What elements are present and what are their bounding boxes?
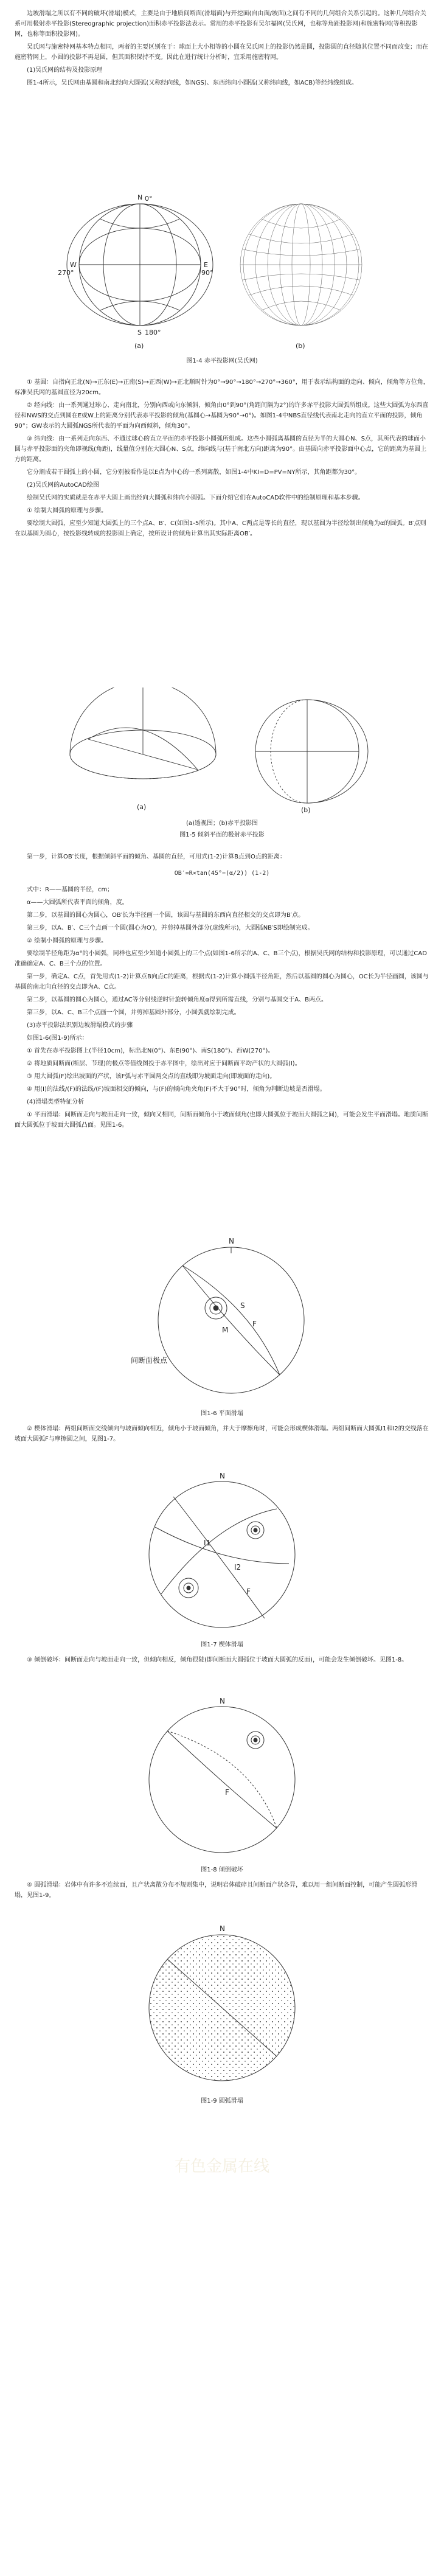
stereo-step: ② 将地质间断面(断层、节理)的极点等值线图投于赤平图中，绘出对应于间断面平均产状的大圆弧(I)。 bbox=[27, 1060, 301, 1067]
eq-explain: 要绘制半径角距为α°的小圆弧，同样也应至少知道小圆弧上的三个点(如图1-6所示的A、C、B三个点)，根据吴氏网的结构和投影原理，可以通过CAD准确确定A、C、B三个点的位置。 bbox=[15, 950, 427, 967]
s-label: S bbox=[240, 1301, 245, 1310]
intro-text bbox=[15, 9, 429, 91]
topple-text-block bbox=[15, 1655, 429, 1668]
plane-failure-graphic bbox=[125, 1235, 319, 1405]
north-label: N bbox=[220, 1697, 225, 1705]
eq-explain: 第三步，以A、C、B三个点画一个圆，并剪掉基圆外部分，小圆弧就绘制完成。 bbox=[27, 1009, 240, 1016]
wulff-net-graphic bbox=[58, 189, 386, 353]
item-meridian: ② 经向线：由一系列通过球心、走向南北，分别向西或向东倾斜，倾角由0°到90°(角距间隔为2°)的许多赤平投影大圆弧所组成。这些大圆弧为东西直径和NWS的交点到圆在E或W上的距离分别代表赤平投影的倾角(基圆心→基圆为90°→0°)。如图1-4中NBS直径线代表南北走向的直立平面的投影，倾角90°；GW表示的大圆弧NGS所代表的平面为向西倾斜，倾角30°。 bbox=[15, 402, 429, 430]
circular-failure-graphic bbox=[125, 1923, 319, 2093]
f-label: F bbox=[246, 1587, 251, 1596]
topple-failure-text: ③ 倾倒破坏：间断面走向与坡面走向一致，但倾向相反，倾角很陡(即间断面大圆弧位于坡面大圆弧的反面)，可能会发生倾倒破坏。见图1-8。 bbox=[27, 1657, 408, 1663]
pole-label: 间断面极点 bbox=[131, 1356, 168, 1365]
first-step: 第一步，计算OB′长度，根据倾斜平面的倾角、基圆的直径，可用式(1-2)计算B点到O点的距离： bbox=[27, 854, 286, 860]
equation-1-2: OB′=R×tan(45°−(α/2)) (1-2) bbox=[174, 870, 270, 877]
figure-caption: 图1-8 倾倒破坏 bbox=[201, 1867, 243, 1873]
deg180-label: 180° bbox=[145, 329, 161, 336]
subfig-a-label: (a) bbox=[137, 803, 147, 811]
east-label: E bbox=[204, 261, 208, 269]
section-heading: (1)吴氏网的结构及投影原理 bbox=[27, 67, 103, 74]
deg0-label: 0° bbox=[145, 195, 153, 203]
wedge-failure-text: ② 楔体滑塌：两组间断面交线倾向与坡面倾向相近，倾角小于坡面倾角，并大于摩擦角时，可能会形成楔体滑塌。两组间断面大圆弧I1和I2的交线落在坡面大圆弧F与摩擦圆之间，见图1-7。 bbox=[15, 1426, 429, 1443]
eq-explain: 式中：R——基圆的半径，cm； bbox=[27, 886, 114, 893]
figure-caption: 图1-7 楔体滑塌 bbox=[201, 1641, 243, 1648]
autocad-intro: 绘制吴氏网的实质就是在赤平大圆上画出经向大圆弧和纬向小圆弧。下面介绍它们在AutoCAD软件中的绘制原理和基本步骤。 bbox=[27, 495, 364, 501]
step-title: ① 绘制大圆弧的原理与步骤。 bbox=[27, 507, 108, 514]
figure-1-8 bbox=[0, 1697, 444, 1873]
stereographic-projection-graphic bbox=[52, 688, 392, 815]
south-label: S bbox=[137, 329, 142, 336]
deg270-label: 270° bbox=[58, 269, 74, 277]
wedge-failure-graphic bbox=[125, 1472, 319, 1637]
stereo-step: ① 首先在赤平投影图上(半径10cm)，标出北N(0°)、东E(90°)、南S(180°)、西W(270°)。 bbox=[27, 1048, 274, 1054]
construction-text bbox=[15, 852, 429, 1133]
west-label: W bbox=[70, 261, 77, 269]
north-label: N bbox=[137, 193, 143, 201]
subfig-b-label: (b) bbox=[296, 342, 305, 350]
autocad-heading: (2)吴氏网的AutoCAD绘图 bbox=[27, 482, 99, 489]
deg90-label: 90° bbox=[201, 269, 213, 277]
f-label: F bbox=[252, 1320, 257, 1328]
failure-heading: (4)滑塌类型特征分析 bbox=[27, 1099, 85, 1105]
figure-1-5 bbox=[0, 688, 444, 838]
intro-paragraph: 吴氏网与施密特网基本特点相同，两者的主要区别在于：球面上大小相等的小圆在吴氏网上的投影仍然是圆，投影圆的直径随其位置不同而改变；而在施密特网上，小圆的投影不再是圆，但其面积保持不变。因此在进行统计分析时，宜采用施密特网。 bbox=[15, 44, 428, 61]
figure-caption: 图1-9 圆弧滑塌 bbox=[201, 2098, 243, 2104]
wulff-paragraph: 图1-4所示，吴氏网由基圆和南北经向大圆弧(又称经向线，如NGS)、东西纬向小圆弧(又称纬向线，如ACB)等经纬线组成。 bbox=[27, 80, 358, 86]
figure-1-4 bbox=[0, 189, 444, 364]
stereo-step: ③ 用大圆弧(F)绘出坡面的产状，该F弧与赤平圆两交点的直线即为坡面走向(即坡面的走向)。 bbox=[27, 1073, 276, 1080]
figure-caption: 图1-4 赤平投影网(吴氏网) bbox=[186, 358, 258, 364]
toppling-failure-graphic bbox=[125, 1697, 319, 1862]
stereo-step: ④ 用(I)的法线/(F)的法线/(F)坡面相交的倾向，与(F)的倾向角夹角(F)不大于90°时，倾角为判断边坡是否滑塌。 bbox=[27, 1086, 326, 1093]
step-text: 要绘制大圆弧，应至少知道大圆弧上的三个点A、B′、C(如图1-5所示)。其中A、C两点是等长的直径，现以基圆为半径绘制出倾角为α的圆弧。B′点则在以基圆为圆心，按投影线转成的投影圆上确定，按所设计的倾角计算出其实际距离OB′。 bbox=[15, 520, 426, 537]
figure-caption: 图1-5 倾斜平面的极射赤平投影 bbox=[179, 832, 265, 838]
north-label: N bbox=[229, 1237, 234, 1245]
figure-1-7 bbox=[0, 1472, 444, 1648]
subfig-b-label: (b) bbox=[301, 806, 311, 814]
stereo-heading: (3)赤平投影法识别边坡滑塌模式的步骤 bbox=[27, 1022, 133, 1029]
wedge-text-block bbox=[15, 1424, 429, 1447]
item-parallel: ③ 纬向线：由一系列走向东西、不通过球心的直立平面的赤平投影小圆弧所组成。这些小圆弧离基圆的直径为半的大圆心N、S点，其所代表的球面小圆与赤平投影面的夹角即视线(角距)，线量值分别在大圆心N、S点，纬向线与(基于南北方向)距离为90°。由基圆向赤平投影面中心点，它的距离为基圆上方的距离。 bbox=[15, 436, 427, 463]
item-basecircle: ① 基圆：自指向正北(N)→正东(E)→正南(S)→正西(W)→正北顺时针为0°→90°→180°→270°→360°，用于表示结构面的走向、倾向，倾角等方位角，标准吴氏网的基圆直径为20cm。 bbox=[15, 379, 429, 396]
subfig-a-label: (a) bbox=[134, 342, 144, 350]
figure-1-6 bbox=[0, 1235, 444, 1417]
figure-1-9 bbox=[0, 1923, 444, 2104]
eq-explain: 第一步，确定A、C点，首先用式(1-2)计算点B向点C的距离，根据式(1-2)计算小圆弧半径角距，然后以基圆的圆心为圆心，OC长为半径画圆，该圆与基圆的南北向直径的交点即为A、C点。 bbox=[15, 973, 429, 990]
eq-explain: ② 绘制小圆弧的原理与步骤。 bbox=[27, 938, 108, 944]
plane-failure-text: ① 平面滑塌：间断面走向与坡面走向一致，倾向又相同，间断面倾角小于坡面倾角(也即大圆弧位于坡面大圆弧之间)，可能会发生平面滑塌。地质间断面大圆弧位于坡面大圆弧凸面。见图1-6。 bbox=[15, 1112, 428, 1129]
definitions-text bbox=[15, 377, 429, 541]
figure-subcaption: (a)透视图；(b)赤平投影图 bbox=[186, 820, 258, 827]
m-label: M bbox=[222, 1326, 229, 1334]
eq-explain: α——大圆弧所代表平面的倾角，度。 bbox=[27, 899, 128, 906]
item-parallel-cont: 它分割成若干圆弧上的小圆，它分别被看作是以E点为中心的一系列离散，如图1-4中KI=D=PV=NY所示，其角距都为30°。 bbox=[27, 469, 361, 476]
north-label: N bbox=[220, 1924, 225, 1933]
figure-caption: 图1-6 平面滑塌 bbox=[201, 1410, 243, 1417]
stereo-intro: 如图1-6(图1-9)所示： bbox=[27, 1035, 88, 1042]
eq-explain: 第二步，以基圆的圆心为圆心，OB′长为半径画一个圆，该圆与基圆的东西向直径相交的交点即为B′点。 bbox=[27, 912, 305, 919]
eq-explain: 第二步，以基圆的圆心为圆心，通过AC等分射线逆时针旋转倾角度α得到所需直线，分别与基圆交于A、B两点。 bbox=[27, 997, 327, 1003]
circular-failure-text: ④ 圆弧滑塌：岩体中有许多不连续面，且产状离散分布不规则集中，说明岩体破碎且间断面产状各异，难以用一组间断面控制，可能产生圆弧形滑塌，见图1-9。 bbox=[15, 1882, 418, 1899]
intro-paragraph: 边坡滑塌之所以有不同的破坏(滑塌)模式，主要是由于地质间断面(滑塌面)与开挖面(自由面/坡面)之间有不同的几何组合关系引起的。这种几何组合关系可用极射赤平投影(Stereographic projection)面积赤平投影法表示。常用的赤平投影有吴尔福网(吴氏网，也称等角距投影网)和施密特网(等积投影网，也称等面积投影网)。 bbox=[15, 10, 426, 38]
i1-label: I1 bbox=[204, 1539, 211, 1547]
watermark: 有色金属在线 bbox=[174, 2157, 269, 2176]
circular-text-block bbox=[15, 1880, 429, 1903]
i2-label: I2 bbox=[234, 1563, 241, 1572]
f-label: F bbox=[225, 1788, 229, 1797]
north-label: N bbox=[220, 1472, 225, 1480]
eq-explain: 第三步，以A、B′、C三个点画一个圆(圆心为O′)，并剪掉基圆外部分(虚线所示)，大圆弧NB′S即绘制完成。 bbox=[27, 925, 314, 931]
